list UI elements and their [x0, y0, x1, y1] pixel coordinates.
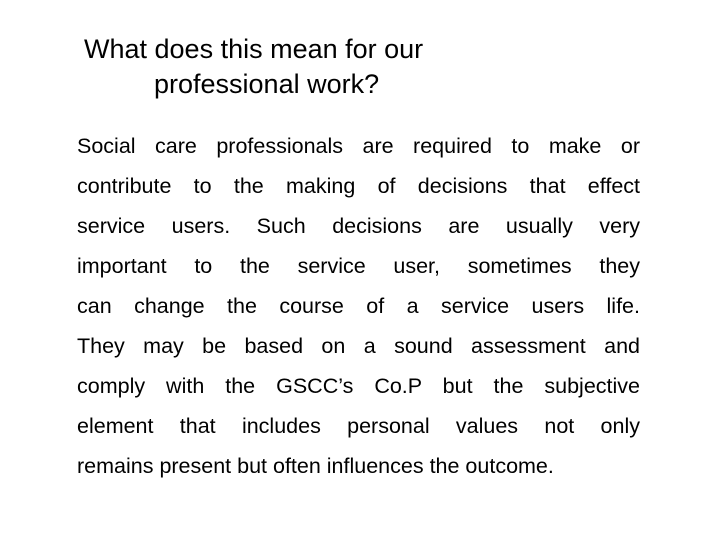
slide-title-line-2: professional work? — [154, 69, 380, 99]
body-line-7: comply with the GSCC’s Co.P but the subjective — [77, 374, 640, 398]
slide-title-line-1: What does this mean for our — [84, 34, 424, 64]
slide-body-text — [77, 126, 640, 486]
body-line-2: contribute to the making of decisions that effect — [77, 174, 640, 198]
body-line-5: can change the course of a service users life. — [77, 294, 640, 318]
body-line-8: element that includes personal values not only — [77, 414, 640, 438]
body-line-4: important to the service user, sometimes they — [77, 254, 640, 278]
body-line-3: service users. Such decisions are usually very — [77, 214, 640, 238]
body-line-1: Social care professionals are required to make or — [77, 134, 640, 158]
body-line-6: They may be based on a sound assessment and — [77, 334, 640, 358]
slide-title — [84, 32, 504, 102]
body-line-9: remains present but often influences the outcome. — [77, 454, 554, 478]
